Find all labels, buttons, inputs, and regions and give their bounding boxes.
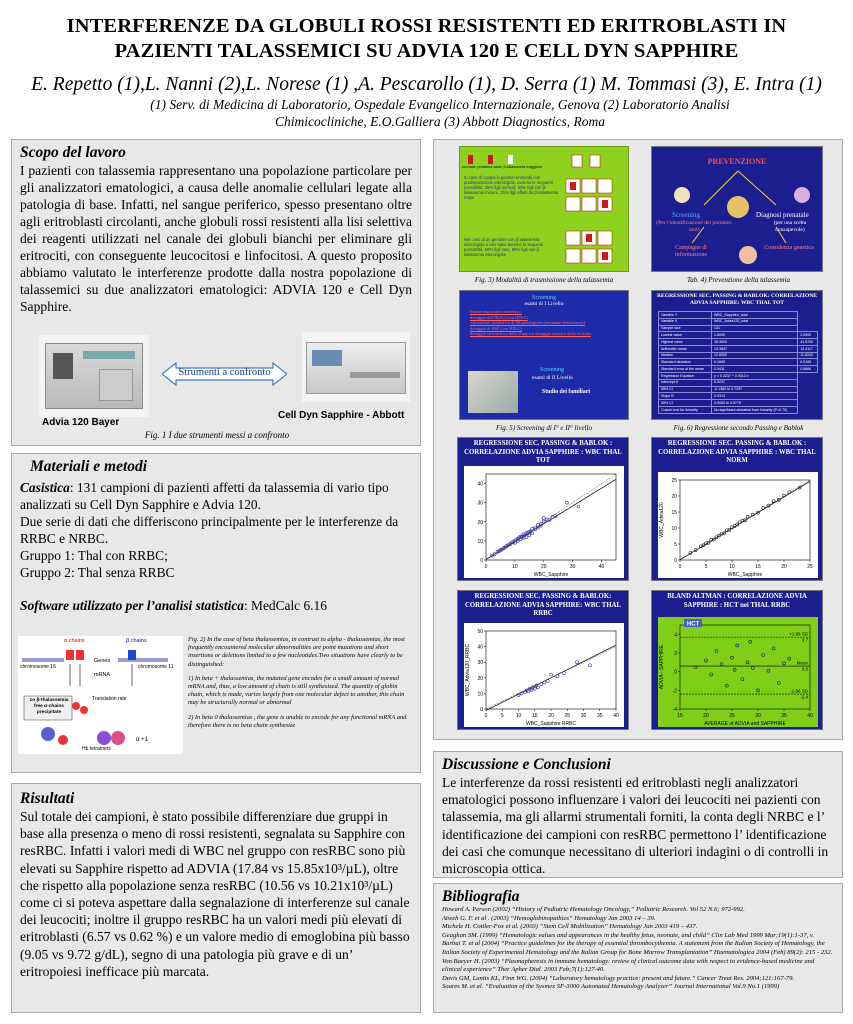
table-row (659, 345, 818, 352)
y-tick-label: 0 (674, 669, 677, 676)
ref-item: Howard A. Person (2002) “History of Pediatric Hematology Oncology,” Pediatric Research. Vol 52 N.6; 972-992. (442, 906, 745, 913)
bland-line-label: -1.96 SD (790, 688, 808, 694)
discussione-heading: Discussione e Conclusioni (442, 756, 611, 773)
x-tick-label: 15 (755, 564, 761, 570)
y-axis-label: WBC_Advia120 (659, 502, 665, 538)
advia-image (39, 335, 149, 417)
thalassemia-genes-diagram (18, 636, 183, 754)
table-cell: y = 0.3237 + 0.9313 x (711, 373, 797, 380)
casistica-label: Casistica (20, 480, 70, 495)
bland-line-label: Mean (796, 660, 808, 666)
y-tick-label: 15 (671, 510, 677, 516)
reg-tot-chart (464, 466, 624, 578)
y-tick-label: 0 (674, 558, 677, 564)
x-tick-label: 40 (613, 713, 619, 719)
table-cell: 95% CI (659, 400, 712, 407)
poster-title (0, 14, 853, 64)
discussione-text: Le interferenze da rossi resistenti ed eritroblasti negli analizzatori ematologici possono influenzare i valori dei leucociti nei pazienti con talassemia, ma gli allarmi strumentali forniti, la conta degli NRBC e l’ identificazione dei campioni con resRBC permettono l’ identificazione dei casi che comunque necessitano di ulteriori indagini o di controlli in microscopia ottica. (442, 775, 829, 877)
y-tick-label: 5 (674, 542, 677, 548)
table-cell: 6.1665 (711, 359, 797, 366)
table-cell: 6.5165 (798, 359, 818, 366)
risultati-heading: Risultati (20, 790, 75, 807)
fig2-alpha: α chains (64, 638, 85, 644)
fig3-top-labels (462, 165, 542, 169)
reg-tot-title: REGRESSIONE SEC. PASSING & BABLOK : CORRELAZIONE ADVIA SAPPHIRE : WBC THAL TOT (464, 440, 622, 464)
x-tick-label: 10 (515, 713, 522, 719)
y-tick-label: 40 (477, 481, 483, 488)
fig1-caption: Fig. 1 I due strumenti messi a confronto (144, 430, 290, 440)
y-tick-label: 10 (477, 691, 483, 698)
ref-item: Soares M. et al. “Evaluation of the Sysmex SF-3000 Automated Hematology Analyzer” Journal International Vol.9 No.1 (1999) (442, 983, 780, 991)
table-cell: 1.8000 (711, 332, 797, 339)
x-tick-label: 10 (512, 564, 518, 570)
scr-list1 (470, 309, 600, 337)
x-tick-label: 0 (678, 564, 682, 570)
gruppo-1: Gruppo 1: Thal con RRBC; (20, 548, 168, 563)
fig3-slide (459, 146, 629, 272)
scr-title1: Screening (532, 295, 556, 301)
reg-norm-title: REGRESSIONE SEC. PASSING & BABLOK : CORRELAZIONE ADVIA SAPPHIRE : WBC THAL NORM (658, 440, 816, 464)
scr-fam: Studio dei familiari (542, 389, 590, 395)
x-axis-label: AVERAGE of ADVIA and SAPPHIRE (704, 721, 786, 727)
gruppo-2: Gruppo 2: Thal senza RRBC (20, 565, 175, 580)
prev-diagnosi-sub: (per una scelta consapevole) (773, 220, 807, 233)
table-row (659, 366, 818, 373)
table-cell: Highest value (659, 339, 712, 346)
reg-rrbc-title: REGRESSIONE SEC. PASSING & BABLOK: CORRELAZIONE ADVIA SAPPHIRE: WBC THAL RRBC (464, 593, 622, 617)
title-line-2: PAZIENTI TALASSEMICI SU ADVIA 120 E CELL DYN SAPPHIRE (114, 40, 739, 62)
x-tick-label: 20 (548, 713, 554, 719)
table-cell: 0.5411 (711, 366, 797, 373)
fig2-caption-p2: 1) In beta + thalassemias, the mutated gene encodes for a small amount of normal mRNA and, thus, a low amount of chain is still synthesized. The quantity of globin chain, which is made, varies largely from one molecular defect to another, this chain may be structurally normal or abnormal (188, 674, 405, 707)
ref-item: Von Baeyer H. (2003) “Plasmapheresis in immune hematology: review of clinical outcome data with respect to evidence-based medicine and clinical experience” Ther Apher Dial. 2003 Feb;7(1):127-40. (442, 957, 815, 974)
fig2-genes: Genes (94, 658, 111, 664)
y-axis-label: ADVIA - SAPPHIRE (659, 644, 665, 690)
fig3-label-normale: normale (462, 165, 476, 169)
table-cell: 2.0000 (798, 332, 818, 339)
table-cell: 41.5700 (798, 339, 818, 346)
ref-item: Barbui T. et al (2004) “Practice guidelines for the therapy of essential thrombocythemia. A statement from the Italian Society of Hematology, the Italian Society of Experimental Hematology and the Italian Group for Bone Marrow Transplantation” Haematologica 2004 (Feb) 89(2): 215 - 232. (442, 940, 833, 956)
fig2-caption-p3: 2) In beta 0 thalassemias , the gene is unable to encode for any functional mRNA and therefore there is no beta chain synthesize (188, 713, 407, 729)
prev-title: PREVENZIONE (707, 157, 767, 166)
arrow-box (162, 362, 287, 386)
fig4-caption: Tab. 4) Prevenzione della talassemia (686, 276, 791, 284)
table-cell: Slope B (659, 393, 712, 400)
x-tick-label: 30 (580, 713, 587, 719)
table-cell: Variable X (659, 318, 712, 325)
y-tick-label: -4 (672, 707, 677, 713)
bland-line-label: 0.6 (801, 666, 808, 672)
x-tick-label: 0 (484, 564, 488, 570)
table-cell: Standard error of the mean (659, 366, 712, 373)
bland-plot (658, 617, 818, 727)
table-cell: WBC_Sapphire_total (711, 312, 797, 319)
y-tick-label: 0 (480, 558, 483, 564)
title-line-1: INTERFERENZE DA GLOBULI ROSSI RESISTENTI ED ERITROBLASTI IN (66, 15, 787, 37)
x-tick-label: 5 (704, 564, 708, 570)
ref-item: Michele H. Cottler-Fox et al. (2003) “Stem Cell Mobilization” Hematology Jan 2003 419 – 437. (442, 923, 698, 931)
fig5-slide (459, 290, 629, 420)
scr-item: Esame emocromocitometrico (470, 309, 522, 314)
table-row (659, 318, 818, 325)
fig3-label-portatore: portatore sano (477, 165, 502, 169)
table-cell: 13.4117 (798, 345, 818, 352)
fig2-caption (188, 636, 413, 730)
table-cell: 0.9313 (711, 393, 797, 400)
svg-text:α +1: α +1 (136, 737, 148, 743)
scopo-box (11, 139, 421, 446)
table-cell: Sample size (659, 325, 712, 332)
table-cell: Standard deviation (659, 359, 712, 366)
table-cell: Lowest value (659, 332, 712, 339)
x-tick-label: 10 (729, 564, 735, 570)
table-cell: -0.1360 to 0.7297 (711, 386, 797, 393)
x-tick-label: 35 (596, 713, 603, 719)
scr-sub2: esami di II Livello (532, 375, 573, 381)
x-axis-label: WBC_Sapphire RRBC (525, 721, 577, 727)
bibliografia-box (433, 883, 843, 1013)
reg-norm-plot (658, 472, 818, 578)
y-tick-label: 10 (671, 526, 677, 532)
software-label: Software utilizzato per l’analisi statistica (20, 598, 244, 613)
y-axis-label: WBC_Advia120_RRBC (465, 643, 471, 697)
scr-item: dosaggio dell'HbA2 (con HPLC) (470, 314, 528, 320)
tab-title: REGRESSIONE SEC. PASSING & BABLOK: CORRELAZIONE ADVIA SAPPHIRE: WBC THAL TOT (657, 293, 817, 306)
table-cell: 13.3847 (711, 345, 797, 352)
fig2-box-label: 1o β-thalassemia free α-chains precipitate (29, 698, 69, 715)
materiali-box (11, 453, 421, 773)
scr-item: valutazione qualitativa di Hb patologiche (mediante elettroforesi) (470, 320, 585, 326)
affiliation (90, 96, 790, 130)
table-cell: Variable Y (659, 312, 712, 319)
discussione-box (433, 751, 843, 878)
table-cell: 12.6000 (711, 352, 797, 359)
casistica-text: : 131 campioni di pazienti affetti da talassemia di vario tipo analizzati su Cell Dyn Sapphire e Advia 120. (20, 480, 389, 512)
prev-campagne: Campagne di informazione (675, 245, 707, 258)
scr-item: dosaggio di HbF (con HPLC) (470, 325, 522, 331)
regression-table (658, 311, 818, 414)
reg-norm-chart (658, 472, 818, 578)
fig2-mrna: mRNA (94, 672, 111, 678)
x-axis-label: WBC_Sapphire (727, 572, 763, 578)
hct-badge-label: HCT (686, 621, 700, 628)
table-row (659, 400, 818, 407)
fig6-caption: Fig. 6) Regressione secondo Passing e Bablok (673, 424, 804, 432)
sapphire-label: Cell Dyn Sapphire - Abbott (278, 410, 405, 421)
risultati-box (11, 783, 421, 1013)
table-row (659, 312, 818, 319)
authors: E. Repetto (1),L. Nanni (2),L. Norese (1) ,A. Pescarollo (1), D. Serra (1) M. Tommasi (3), E. Intra (1) (31, 74, 822, 95)
x-tick-label: 25 (729, 713, 735, 719)
fig3-caption: Fig. 3) Modalità di trasmissione della talassemia (474, 276, 614, 284)
y-tick-label: 40 (477, 644, 483, 651)
y-tick-label: 4 (674, 632, 677, 639)
table-cell: WBC_Advia120_total (711, 318, 797, 325)
x-tick-label: 25 (564, 713, 571, 719)
bland-chart (658, 617, 818, 727)
y-tick-label: 20 (477, 675, 483, 682)
x-tick-label: 5 (500, 713, 504, 719)
fig2-beta: β chains (126, 638, 147, 644)
prev-consulenza: Consulenza genetica (764, 245, 814, 251)
x-tick-label: 40 (598, 564, 605, 570)
reg-tot-plot (464, 466, 624, 578)
software-text: : MedCalc 6.16 (243, 598, 327, 613)
table-cell: 38.3000 (711, 339, 797, 346)
table-cell: Regression Equation (659, 373, 712, 380)
prev-diagnosi: Diagnosi prenatale (756, 211, 809, 219)
affiliation-line-2: Chimicocliniche, E.O.Galliera (3) Abbott Diagnostics, Roma (274, 114, 606, 129)
x-tick-label: 30 (569, 564, 576, 570)
y-tick-label: 25 (671, 478, 677, 484)
x-tick-label: 30 (755, 713, 761, 719)
y-tick-label: 30 (477, 660, 483, 667)
prev-screening-sub: (Per l'identificazione dei portatori sani) (656, 220, 732, 233)
ref-item: Atweh G. F. et al . (2003) “Hemoglobinopathies” Hematology Jan 2003 14 – 39. (442, 914, 656, 922)
table-cell: 11.8300 (798, 352, 818, 359)
ref-item: Davis GM, Lantis KL, Finn WG. (2004) “Laboratory hematology practice: present and future.” Cancer Treat Res. 2004;121:167-79. (442, 974, 795, 982)
sapphire-image (302, 332, 410, 402)
table-row (659, 339, 818, 346)
table-cell: Median (659, 352, 712, 359)
x-tick-label: 0 (484, 713, 488, 719)
table-cell: Cusum test for linearity (659, 406, 712, 413)
table-row (659, 379, 818, 386)
plot-frame (486, 631, 616, 709)
bland-line-label: +1.96 SD (789, 631, 808, 637)
fig3-text2: Nel caso di un genitore con β talassemia eterozigote e uno sano avremo le seguenti possibilità: 50% figli sani, 50% figli con β talassemia eterozigote (464, 237, 544, 257)
prev-screening: Screening (672, 211, 700, 219)
fig2-caption-p1: Fig. 2) In the case of beta thalassemias, in contrast to alpha - thalassemias, the most frequently encountered molecular abnormalities are point mutations and short insertions or deletions limited to a few nucleotides.Two situations have clearly to be distinguished: (188, 636, 405, 668)
table-row (659, 393, 818, 400)
y-tick-label: 30 (477, 500, 483, 507)
table-row (659, 325, 818, 332)
y-tick-label: 2 (674, 651, 677, 657)
affiliation-line-1: (1) Serv. di Medicina di Laboratorio, Ospedale Evangelico Internazionale, Genova (2) Laboratorio Analisi (150, 97, 730, 112)
software-paragraph (20, 597, 412, 614)
fig2-hb: Hb tetramers (82, 746, 111, 752)
x-tick-label: 20 (703, 713, 709, 719)
arrow-label: Strumenti a confronto (178, 367, 271, 378)
table-cell: No significant deviation from linearity (P=0.70) (711, 406, 797, 413)
fig3-label-major: β-talassemia maggiore (503, 165, 542, 169)
table-row (659, 359, 818, 366)
reg-rrbc-chart (464, 623, 624, 727)
y-tick-label: -2 (672, 688, 677, 695)
fig4-slide (651, 146, 823, 272)
bland-line-label: 3.7 (801, 637, 808, 643)
y-tick-label: 50 (477, 629, 483, 635)
y-tick-label: 10 (477, 538, 483, 545)
plot-frame (680, 625, 810, 709)
bland-title: BLAND ALTMAN : CORRELAZIONE ADVIA SAPPHIRE : HCT nei THAL RRBC (667, 593, 807, 609)
risultati-text: Sul totale dei campioni, è stato possibile differenziare due gruppi in base alla presenza o meno di rossi resistenti, segnalata su Sapphire con resRBC. Infatti i valori medi di WBC nel gruppo con resRBC sono più elevati su Sapphire rispetto ad ADVIA (17.84 vs 15.85x10³/µL), oltre che rispetto alla popolazione senza resRBC (10.56 vs 10.21x10³/µL) come ci si poteva aspettare dalla segnalazione di interferenze sul canale dei leucociti; inoltre il gruppo resRBC ha un valori medi più elevati di eritroblasti (6.57 vs 0.62 %) e un valore medio di emoglobina più basso (9.05 vs 9.72 g/dL), segno di una patologia più grave e di un’ eritropoiesi inefficace più marcata. (20, 809, 410, 979)
table-row (659, 386, 818, 393)
fig6-slide (651, 290, 823, 420)
bland-slide (651, 590, 823, 730)
fig2-chr16: chromosome 16 (20, 664, 56, 670)
table-row (659, 406, 818, 413)
table-cell: Arithmetic mean (659, 345, 712, 352)
scr-sub1: esami di I Livello (524, 301, 564, 307)
table-cell: Intercept A (659, 379, 712, 386)
x-tick-label: 20 (781, 564, 787, 570)
table-row (659, 332, 818, 339)
scr-item: dosaggio sierimetrico della Zapp e/o dosaggio ematico della ferritina (470, 331, 591, 337)
scopo-text: I pazienti con talassemia rappresentano una popolazione particolare per gli analizzatori ematologici, a causa delle anomalie cellulari legate alla patologia di base. Infatti, nel sangue periferico, spesso presentano oltre agli eritroblasti circolanti, anche globuli rossi resistenti alla lisi selettiva dei reagenti utilizzati nel canale dei globuli bianchi per eliminare gli eritrociti, con conseguente leucocitosi e linfocitosi. A questo proposito abbiamo valutato le interferenze prodotte dalla nostra popolazione di talassemici su due analizzatori ematologici: ADVIA 120 e Cell Dyn Sapphire. (20, 163, 412, 314)
x-tick-label: 15 (677, 713, 683, 719)
ref-item: Geaghan SM. (1999) “Hematologic values and appearances in the healthy fetus, neonate, and child” Clin Lab Med 1999 Mar;19(1):1-37, v. (442, 931, 814, 939)
scr-photo (468, 371, 518, 413)
bibliografia-heading: Bibliografia (442, 888, 520, 905)
advia-label: Advia 120 Bayer (42, 417, 120, 428)
table-cell: 0.3237 (711, 379, 797, 386)
table-cell: 0.9000 to 0.9775 (711, 400, 797, 407)
fig5-caption: Fig. 5) Screening di I° e II° livello (496, 424, 592, 432)
x-tick-label: 20 (540, 564, 547, 570)
x-tick-label: 25 (807, 564, 813, 570)
table-cell: 95% CI (659, 386, 712, 393)
table-cell: 0.5666 (798, 366, 818, 373)
scopo-heading: Scopo del lavoro (20, 144, 126, 161)
reg-tot-slide (457, 437, 629, 581)
reg-rrbc-plot (464, 623, 624, 727)
fig2-transl: Translation rate (92, 696, 127, 702)
materiali-line2: Due serie di dati che differiscono principalmente per le interferenze da RRBC e NRBC. (20, 514, 399, 546)
bland-line-label: -2.4 (800, 694, 808, 700)
table-row (659, 373, 818, 380)
casistica-paragraph (20, 479, 412, 513)
fig2-chr11: chromosome 11 (138, 664, 174, 670)
x-axis-label: WBC_Sapphire (533, 572, 569, 578)
x-tick-label: 35 (781, 713, 787, 719)
materiali-heading: Materiali e metodi (30, 458, 148, 475)
table-row (659, 352, 818, 359)
fig3-text1: In caso di coppia in genitori entrambi con predisposizione eterozigote, avremo le seguenti possibilità: 25% figli normali, 50% figli con β-talassemia minore, 25% figli affetti da β-talassemia major (464, 175, 559, 200)
x-tick-label: 40 (807, 713, 813, 719)
reg-rrbc-slide (457, 590, 629, 730)
y-tick-label: 0 (480, 707, 483, 713)
table-cell: 131 (711, 325, 797, 332)
y-tick-label: 20 (477, 519, 483, 526)
x-tick-label: 15 (531, 713, 538, 719)
fig2-diagram (18, 636, 183, 754)
scr-title2: Screening (540, 367, 564, 373)
y-tick-label: 20 (671, 494, 677, 500)
reg-norm-slide (651, 437, 823, 581)
